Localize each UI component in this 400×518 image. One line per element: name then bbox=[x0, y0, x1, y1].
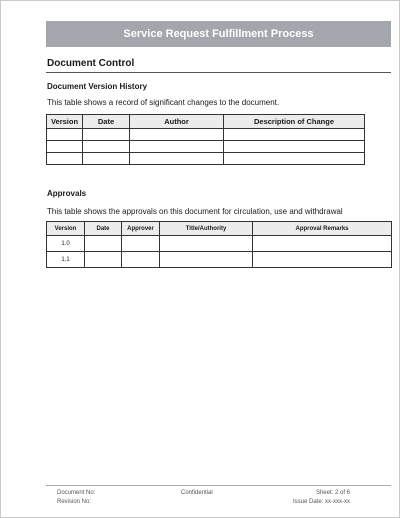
column-header-description: Description of Change bbox=[224, 115, 365, 129]
table-cell bbox=[130, 141, 224, 153]
column-header-approval-remarks: Approval Remarks bbox=[253, 222, 392, 236]
version-history-table bbox=[46, 114, 365, 165]
table-cell bbox=[130, 129, 224, 141]
column-header-date: Date bbox=[83, 115, 130, 129]
footer-issue-date: Issue Date: xx-xxx-xx bbox=[292, 499, 350, 505]
table-cell bbox=[85, 236, 122, 252]
table-cell bbox=[224, 141, 365, 153]
table-cell bbox=[83, 153, 130, 165]
table-row bbox=[47, 129, 365, 141]
table-cell: 1.1 bbox=[47, 252, 85, 268]
table-row bbox=[47, 141, 365, 153]
table-cell bbox=[224, 129, 365, 141]
table-header-row bbox=[47, 222, 392, 236]
approvals-description: This table shows the approvals on this document for circulation, use and withdrawal bbox=[47, 207, 343, 216]
table-cell bbox=[253, 252, 392, 268]
footer-document-no: Document No: bbox=[57, 490, 96, 496]
table-cell bbox=[83, 129, 130, 141]
column-header-author: Author bbox=[130, 115, 224, 129]
column-header-date: Date bbox=[85, 222, 122, 236]
table-row bbox=[47, 236, 392, 252]
version-history-heading: Document Version History bbox=[47, 82, 148, 91]
column-header-version: Version bbox=[47, 222, 85, 236]
table-cell: 1.0 bbox=[47, 236, 85, 252]
footer-divider bbox=[46, 485, 391, 486]
footer-sheet: Sheet: 2 of 6 bbox=[315, 490, 350, 496]
table-cell bbox=[253, 236, 392, 252]
table-cell bbox=[85, 252, 122, 268]
column-header-title-authority: Title/Authority bbox=[160, 222, 253, 236]
table-cell bbox=[47, 153, 83, 165]
column-header-version: Version bbox=[47, 115, 83, 129]
table-cell bbox=[122, 236, 160, 252]
table-cell bbox=[47, 141, 83, 153]
section-title: Document Control bbox=[47, 58, 135, 69]
column-header-approver: Approver bbox=[122, 222, 160, 236]
approvals-table bbox=[46, 221, 392, 268]
version-history-description: This table shows a record of significant changes to the document. bbox=[47, 98, 280, 107]
table-cell bbox=[47, 129, 83, 141]
table-cell bbox=[122, 252, 160, 268]
table-cell bbox=[130, 153, 224, 165]
table-row bbox=[47, 252, 392, 268]
table-cell bbox=[224, 153, 365, 165]
section-divider bbox=[46, 72, 391, 73]
table-header-row bbox=[47, 115, 365, 129]
footer-classification: Confidential bbox=[181, 490, 213, 496]
approvals-heading: Approvals bbox=[47, 189, 87, 198]
table-cell bbox=[160, 252, 253, 268]
table-cell bbox=[160, 236, 253, 252]
document-title-banner bbox=[46, 21, 391, 47]
table-cell bbox=[83, 141, 130, 153]
table-row bbox=[47, 153, 365, 165]
footer-revision-no: Revision No: bbox=[57, 499, 92, 505]
document-title: Service Request Fulfillment Process bbox=[123, 28, 314, 40]
